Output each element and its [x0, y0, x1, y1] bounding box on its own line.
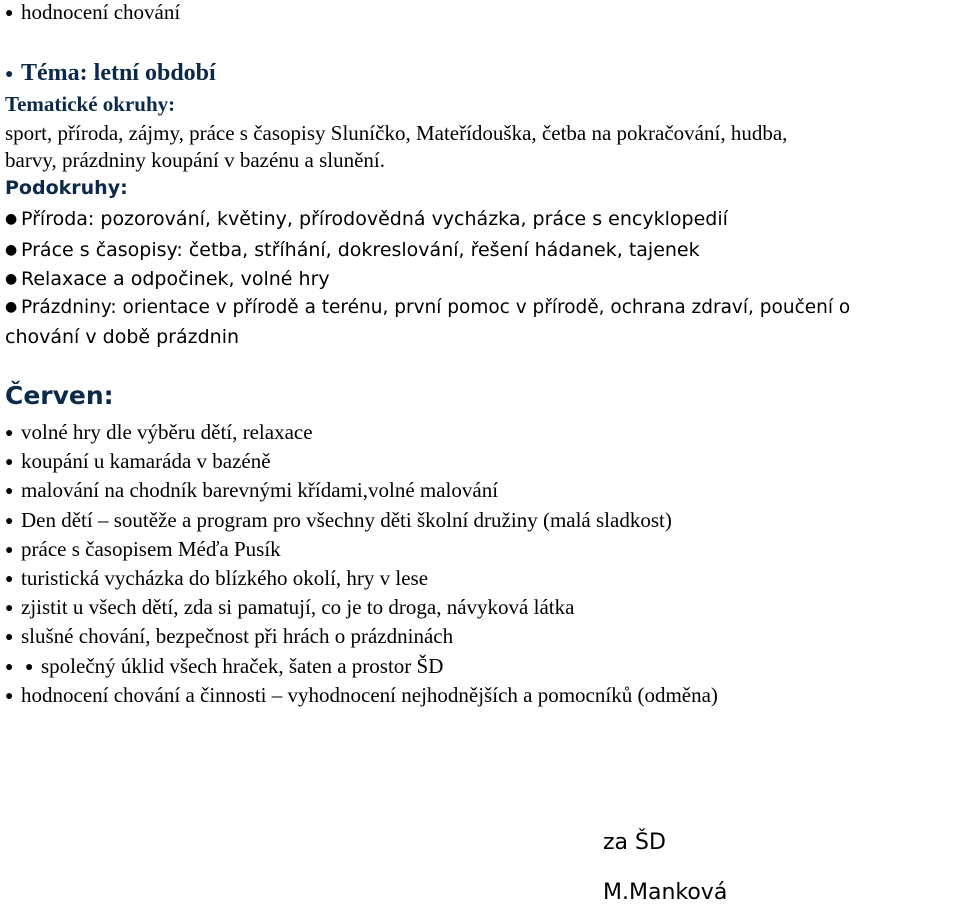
- bullet-icon: ●: [5, 211, 18, 227]
- bullet-icon: ●: [5, 572, 14, 587]
- june-list-item: [5, 566, 428, 591]
- bullet-icon: ●: [25, 660, 34, 675]
- list-item: ● Relaxace a odpočinek, volné hry: [5, 268, 330, 290]
- signature-line: za ŠD: [603, 830, 666, 855]
- bullet-icon: ●: [5, 271, 18, 287]
- thematic-text: barvy, prázdniny koupání v bazénu a slunění.: [5, 148, 386, 172]
- thematic-text: sport, příroda, zájmy, práce s časopisy Sluníčko, Mateřídouška, četba na pokračování, hudba,: [5, 121, 788, 145]
- list-item: ● Prázdniny: orientace v přírodě a terénu, první pomoc v přírodě, ochrana zdraví, poučení o: [5, 297, 851, 318]
- bullet-icon: ●: [5, 484, 14, 499]
- june-list-item: [5, 537, 281, 562]
- june-list-item: [5, 595, 574, 620]
- june-list-item: [5, 683, 718, 708]
- bullet-icon: ●: [5, 67, 14, 82]
- thematic-heading: Tematické okruhy:: [5, 92, 176, 116]
- bullet-icon: ●: [5, 689, 14, 704]
- bullet-icon: ●: [5, 455, 14, 470]
- list-item-continuation: chování v době prázdnin: [5, 326, 240, 348]
- list-item: ● Práce s časopisy: četba, stříhání, dokreslování, řešení hádanek, tajenek: [5, 239, 700, 261]
- sub-heading: Podokruhy:: [5, 177, 128, 199]
- june-item-text: slušné chování, bezpečnost při hrách o prázdninách: [21, 624, 454, 648]
- june-item-text: koupání u kamaráda v bazéně: [21, 449, 271, 473]
- bullet-icon: ●: [5, 514, 14, 529]
- bullet-icon: ●: [5, 543, 14, 558]
- list-item: ● Příroda: pozorování, květiny, přírodovědná vycházka, práce s encyklopedií: [5, 208, 728, 230]
- topic-title: ● Téma: letní období: [5, 60, 216, 86]
- list-item: ● hodnocení chování: [5, 0, 181, 24]
- bullet-icon: ●: [5, 299, 18, 315]
- june-list-item: [5, 420, 313, 445]
- june-list-item: [5, 654, 443, 679]
- june-list-item: [5, 624, 453, 649]
- signature-name: M.Manková: [603, 880, 728, 905]
- june-item-text: společný úklid všech hraček, šaten a prostor ŠD: [41, 654, 444, 678]
- june-item-text: volné hry dle výběru dětí, relaxace: [21, 420, 313, 444]
- june-item-text: práce s časopisem Méďa Pusík: [21, 537, 281, 561]
- june-item-text: zjistit u všech dětí, zda si pamatují, co je to droga, návyková látka: [21, 595, 575, 619]
- bullet-icon: ●: [5, 6, 14, 21]
- june-list-item: [5, 449, 271, 474]
- june-item-text: turistická vycházka do blízkého okolí, hry v lese: [21, 566, 429, 590]
- bullet-icon: ●: [5, 601, 14, 616]
- bullet-icon: ●: [5, 630, 14, 645]
- june-item-text: malování na chodník barevnými křídami,volné malování: [21, 478, 499, 502]
- bullet-icon: ●: [5, 426, 14, 441]
- june-list-item: [5, 508, 672, 533]
- month-heading: Červen:: [5, 381, 114, 410]
- june-list-item: [5, 478, 498, 503]
- june-item-text: Den dětí – soutěže a program pro všechny děti školní družiny (malá sladkost): [21, 508, 672, 532]
- june-item-text: hodnocení chování a činnosti – vyhodnocení nejhodnějších a pomocníků (odměna): [21, 683, 718, 707]
- bullet-icon: ●: [5, 660, 14, 675]
- bullet-icon: ●: [5, 242, 18, 258]
